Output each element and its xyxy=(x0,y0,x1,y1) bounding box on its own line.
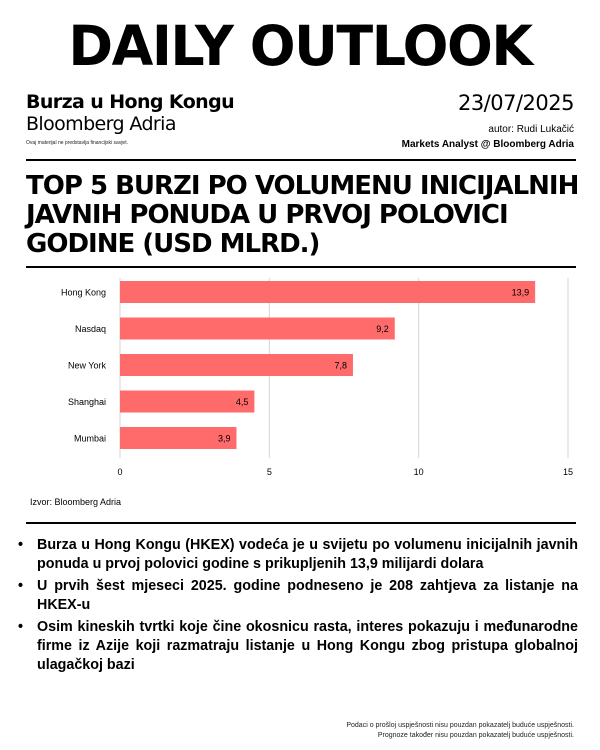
bullet-item xyxy=(18,577,578,615)
publication-date: 23/07/2025 xyxy=(457,91,574,115)
bar xyxy=(120,281,535,303)
masthead-title: DAILY OUTLOOK xyxy=(68,14,532,78)
data-label: 4,5 xyxy=(235,397,249,407)
tick-label: 15 xyxy=(562,467,574,477)
bar xyxy=(120,391,254,413)
divider-top xyxy=(26,159,576,161)
chart-title: TOP 5 BURZI PO VOLUMENU INICIJALNIH JAVNIH PONUDA U PRVOJ POLOVICI GODINE (USD MLRD.) xyxy=(26,171,579,259)
tick-label: 0 xyxy=(117,467,123,477)
tick-label: 10 xyxy=(413,467,424,477)
bullet-text: Osim kineskih tvrtki koje čine okosnicu rasta, interes pokazuju i međunarodne firme iz Azije koji razmatraju listanje u Hong Kongu zbog pristupa globalnoj ulagačkoj bazi xyxy=(37,619,578,673)
data-label: 3,9 xyxy=(217,433,231,444)
brand-name: Bloomberg Adria xyxy=(26,113,176,135)
bullet-dot-icon: • xyxy=(18,619,24,635)
category-label: Nasdaq xyxy=(74,324,106,334)
category-label: Mumbai xyxy=(73,433,106,444)
data-label: 7,8 xyxy=(334,360,347,371)
source-note: Izvor: Bloomberg Adria xyxy=(30,497,122,507)
bullet-item xyxy=(18,618,578,675)
topic-title: Burza u Hong Kongu xyxy=(26,91,235,113)
data-label: 9,2 xyxy=(376,324,389,334)
category-label: New York xyxy=(67,360,106,371)
disclaimer-text: Ovaj materijal ne predstavlja financijski savjet. xyxy=(26,140,128,146)
data-label: 13,9 xyxy=(511,287,530,298)
bullet-list xyxy=(18,536,578,678)
footer-line: Prognoze također nisu pouzdan pokazatelj buduće uspješnosti. xyxy=(377,732,574,739)
bar-chart xyxy=(0,270,600,490)
footer-disclaimer xyxy=(346,721,574,741)
footer-line: Podaci o prošlој uspješnosti nisu pouzdan pokazatelj buduće uspješnosti. xyxy=(346,722,574,729)
category-label: Hong Kong xyxy=(60,287,106,298)
divider-chart xyxy=(26,266,576,268)
analyst-line: Markets Analyst @ Bloomberg Adria xyxy=(401,139,574,150)
bullet-text: U prvih šest mjeseci 2025. godine podneseno je 208 zahtjeva za listanje na HKEX-u xyxy=(37,578,578,613)
bullet-item xyxy=(18,536,578,574)
tick-label: 5 xyxy=(266,467,272,477)
divider-bottom xyxy=(26,522,576,524)
bar xyxy=(120,354,353,376)
bullet-dot-icon: • xyxy=(18,537,24,553)
bullet-text: Burza u Hong Kongu (HKEX) vodeća je u svijetu po volumenu inicijalnih javnih ponuda u prvoj polovici godine s prikupljenih 13,9 milijardi dolara xyxy=(37,537,578,572)
bar xyxy=(120,318,395,340)
author-line: autor: Rudi Lukačić xyxy=(488,124,574,135)
bullet-dot-icon: • xyxy=(18,578,24,594)
category-label: Shanghai xyxy=(67,397,106,407)
